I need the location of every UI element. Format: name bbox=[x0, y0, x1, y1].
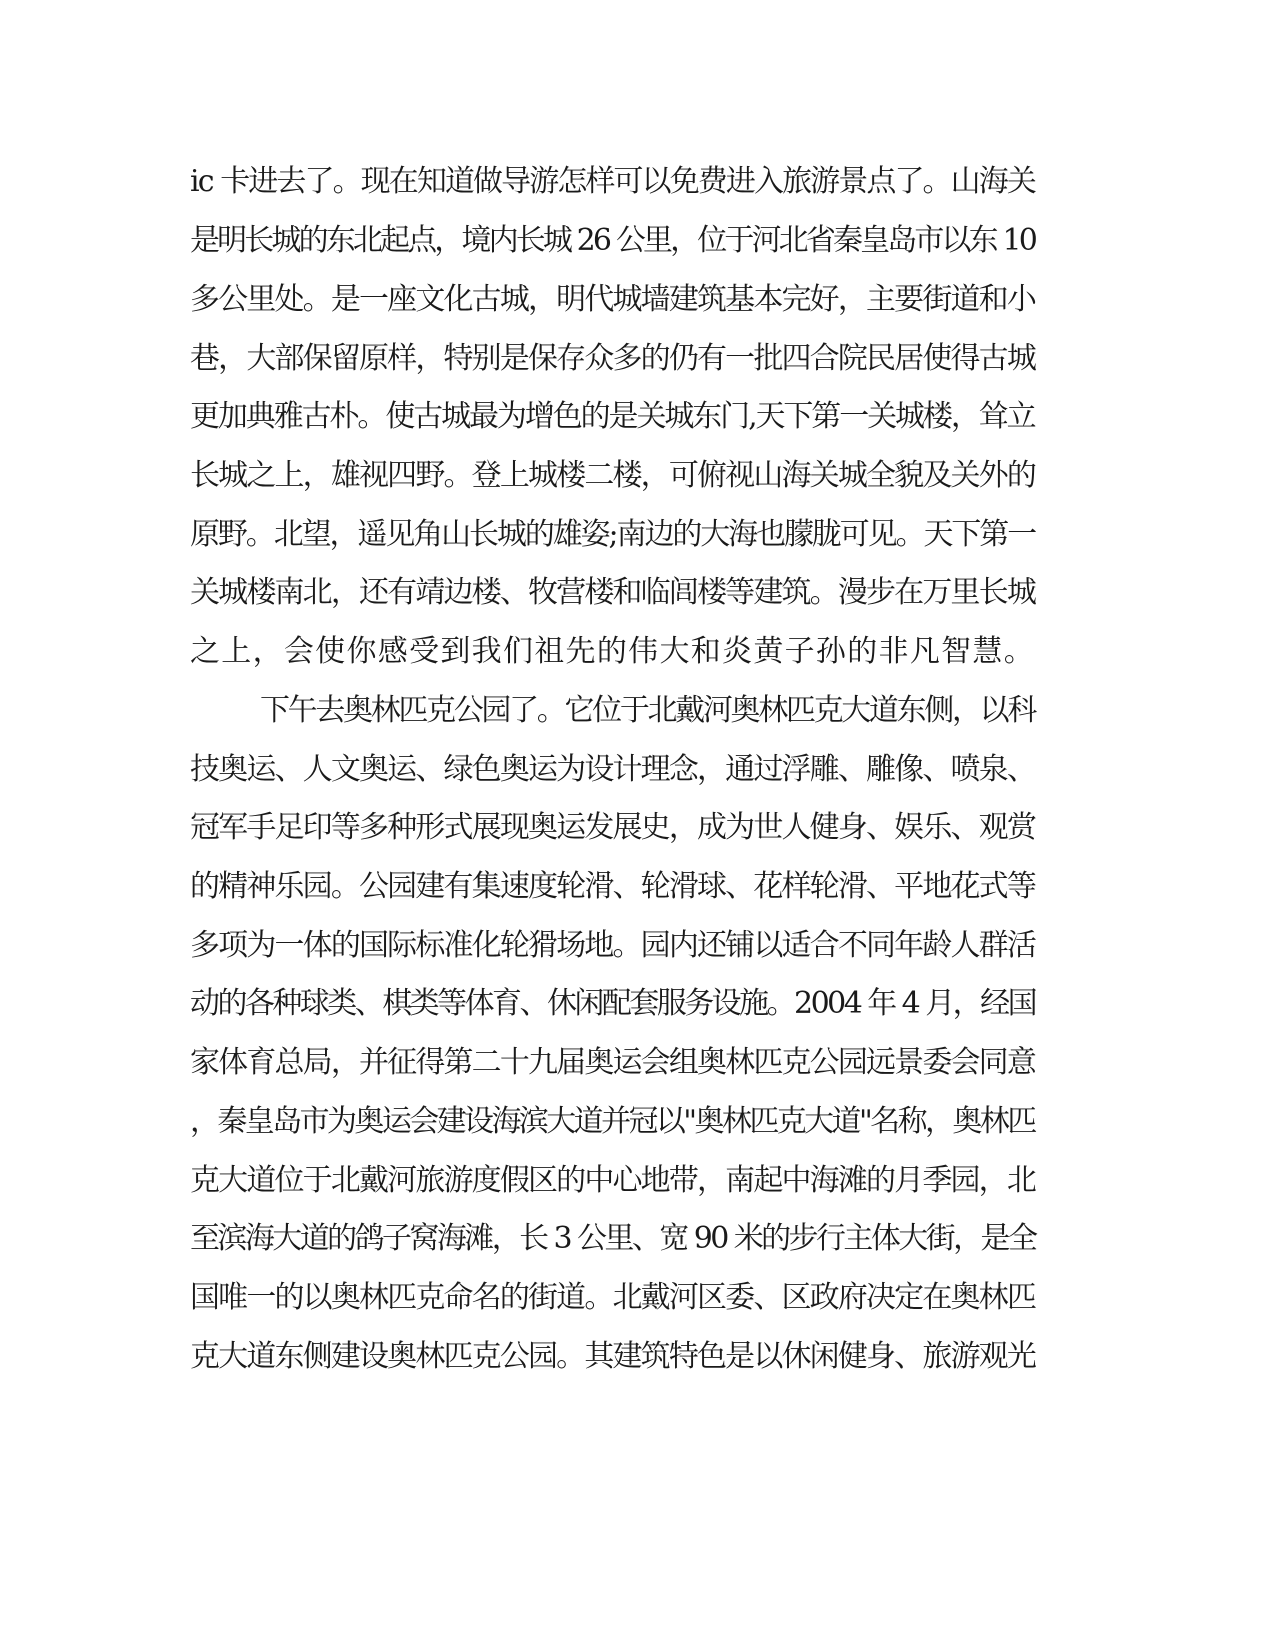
text-line: 克大道位于北戴河旅游度假区的中心地带，南起中海滩的月季园，北 bbox=[190, 1163, 1035, 1198]
text-line: ，秦皇岛市为奥运会建设海滨大道并冠以"奥林匹克大道"名称，奥林匹 bbox=[190, 1104, 1035, 1139]
text-line: 之上，会使你感受到我们祖先的伟大和炎黄子孙的非凡智慧。 bbox=[190, 634, 1035, 669]
text-line: 长城之上，雄视四野。登上城楼二楼，可俯视山海关城全貌及关外的 bbox=[190, 458, 1035, 493]
text-line: 巷，大部保留原样，特别是保存众多的仍有一批四合院民居使得古城 bbox=[190, 341, 1035, 376]
text-line: 至滨海大道的鸽子窝海滩，长 3 公里、宽 90 米的步行主体大街，是全 bbox=[190, 1221, 1036, 1256]
text-line: 关城楼南北，还有靖边楼、牧营楼和临闾楼等建筑。漫步在万里长城 bbox=[190, 575, 1035, 610]
text-line: 更加典雅古朴。使古城最为增色的是关城东门,天下第一关城楼，耸立 bbox=[190, 399, 1035, 434]
text-line: 国唯一的以奥林匹克命名的街道。北戴河区委、区政府决定在奥林匹 bbox=[190, 1280, 1035, 1315]
text-line: 家体育总局，并征得第二十九届奥运会组奥林匹克公园远景委会同意 bbox=[190, 1045, 1035, 1080]
paragraph-start-line: 下午去奥林匹克公园了。它位于北戴河奥林匹克大道东侧，以科 bbox=[260, 693, 1035, 728]
text-line: 原野。北望，遥见角山长城的雄姿;南边的大海也朦胧可见。天下第一 bbox=[190, 517, 1036, 552]
text-line: 冠军手足印等多种形式展现奥运发展史，成为世人健身、娱乐、观赏 bbox=[190, 810, 1035, 845]
text-line: 克大道东侧建设奥林匹克公园。其建筑特色是以休闲健身、旅游观光 bbox=[190, 1339, 1035, 1374]
text-line: 是明长城的东北起点，境内长城 26 公里，位于河北省秦皇岛市以东 10 bbox=[190, 223, 1035, 258]
text-line: 技奥运、人文奥运、绿色奥运为设计理念，通过浮雕、雕像、喷泉、 bbox=[190, 752, 1035, 787]
text-line: ic 卡进去了。现在知道做导游怎样可以免费进入旅游景点了。山海关 bbox=[190, 164, 1035, 199]
text-line: 动的各种球类、棋类等体育、休闲配套服务设施。2004 年 4 月，经国 bbox=[190, 986, 1036, 1021]
text-line: 多公里处。是一座文化古城，明代城墙建筑基本完好，主要街道和小 bbox=[190, 282, 1035, 317]
text-line: 的精神乐园。公园建有集速度轮滑、轮滑球、花样轮滑、平地花式等 bbox=[190, 869, 1035, 904]
text-line: 多项为一体的国际标准化轮猾场地。园内还铺以适合不同年龄人群活 bbox=[190, 928, 1035, 963]
